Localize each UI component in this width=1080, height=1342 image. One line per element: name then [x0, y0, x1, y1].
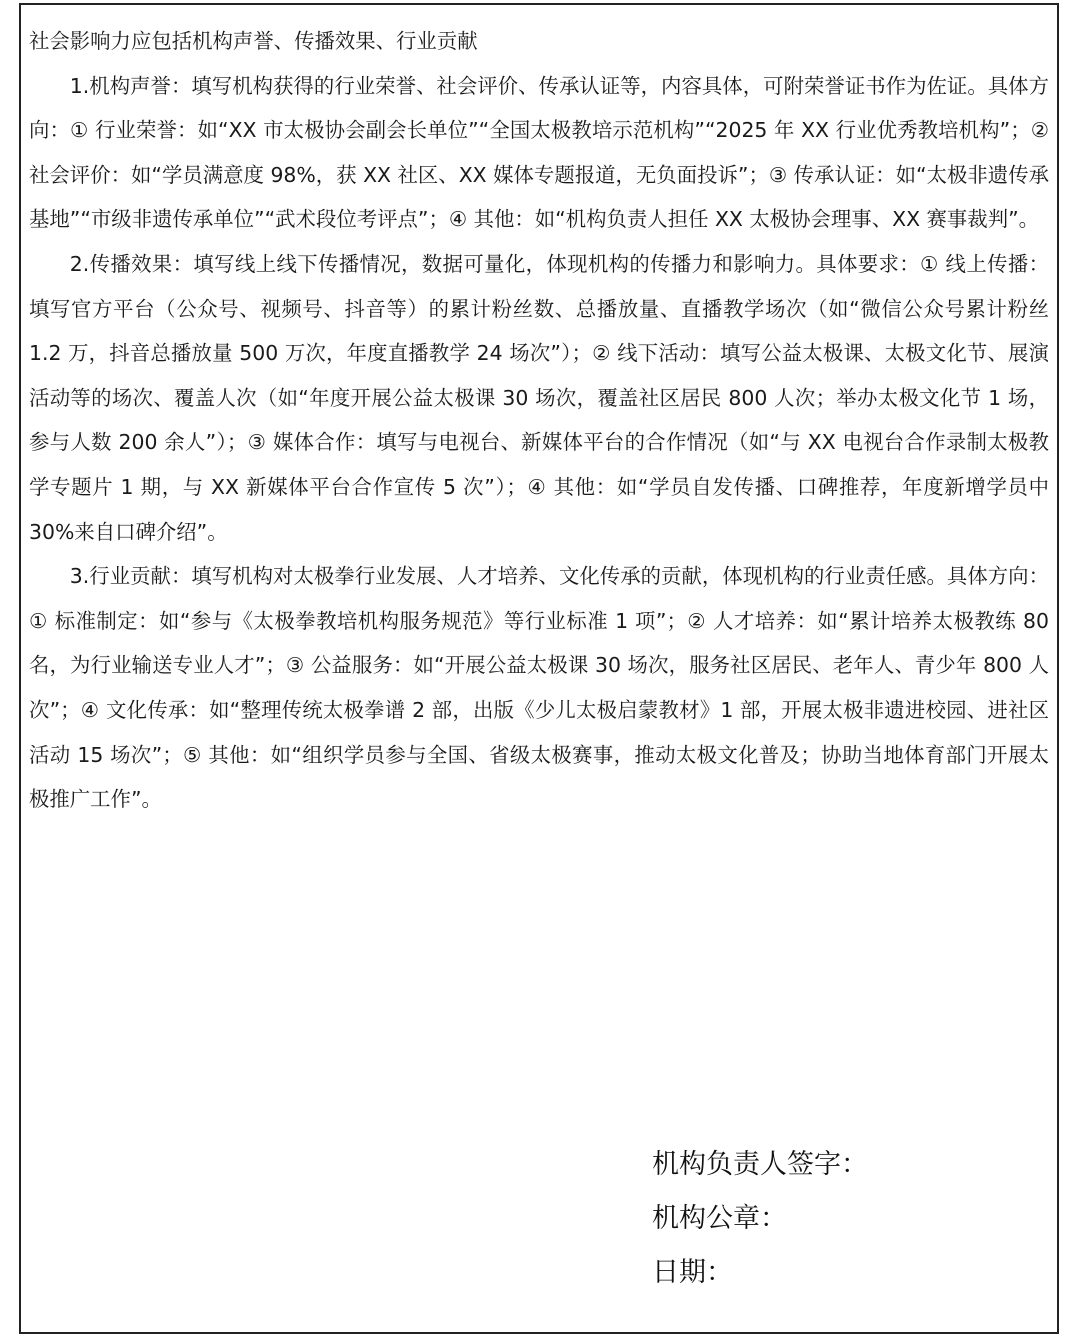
content-area: [29, 19, 1049, 822]
form-box: [19, 3, 1059, 1334]
date-label: 日期：: [652, 1257, 733, 1288]
principal-signature-label: 机构负责人签字：: [652, 1149, 868, 1180]
official-seal-label: 机构公章：: [652, 1203, 787, 1234]
paragraph-industry-contribution: 3.行业贡献：填写机构对太极拳行业发展、人才培养、文化传承的贡献，体现机构的行业责任感。具体方向：① 标准制定：如“参与《太极拳教培机构服务规范》等行业标准 1 项”；② 人才培养：如“累计培养太极教练 80 名，为行业输送专业人才”；③ 公益服务：如“开展公益太极课 30 场次，服务社区居民、老年人、青少年 800 人次”；④ 文化传承：如“整理传统太极拳谱 2 部，出版《少儿太极启蒙教材》1 部，开展太极非遗进校园、进社区活动 15 场次”；⑤ 其他：如“组织学员参与全国、省级太极赛事，推动太极文化普及；协助当地体育部门开展太极推广工作”。: [29, 564, 1049, 812]
intro-line: 社会影响力应包括机构声誉、传播效果、行业贡献: [29, 29, 478, 53]
paragraph-institution-reputation: 1.机构声誉：填写机构获得的行业荣誉、社会评价、传承认证等，内容具体，可附荣誉证书作为佐证。具体方向：① 行业荣誉：如“XX 市太极协会副会长单位”“全国太极教培示范机构”“2025 年 XX 行业优秀教培机构”；② 社会评价：如“学员满意度 98%，获 XX 社区、XX 媒体专题报道，无负面投诉”；③ 传承认证：如“太极非遗传承基地”“市级非遗传承单位”“武术段位考评点”；④ 其他：如“机构负责人担任 XX 太极协会理事、XX 赛事裁判”。: [29, 73, 1049, 232]
paragraph-communication-effect: 2.传播效果：填写线上线下传播情况，数据可量化，体现机构的传播力和影响力。具体要求：① 线上传播：填写官方平台（公众号、视频号、抖音等）的累计粉丝数、总播放量、直播教学场次（如“微信公众号累计粉丝 1.2 万，抖音总播放量 500 万次，年度直播教学 24 场次”）；② 线下活动：填写公益太极课、太极文化节、展演活动等的场次、覆盖人次（如“年度开展公益太极课 30 场次，覆盖社区居民 800 人次；举办太极文化节 1 场，参与人数 200 余人”）；③ 媒体合作：填写与电视台、新媒体平台的合作情况（如“与 XX 电视台合作录制太极教学专题片 1 期，与 XX 新媒体平台合作宣传 5 次”）；④ 其他：如“学员自发传播、口碑推荐，年度新增学员中 30%来自口碑介绍”。: [29, 251, 1049, 544]
signature-block: [652, 1138, 868, 1300]
